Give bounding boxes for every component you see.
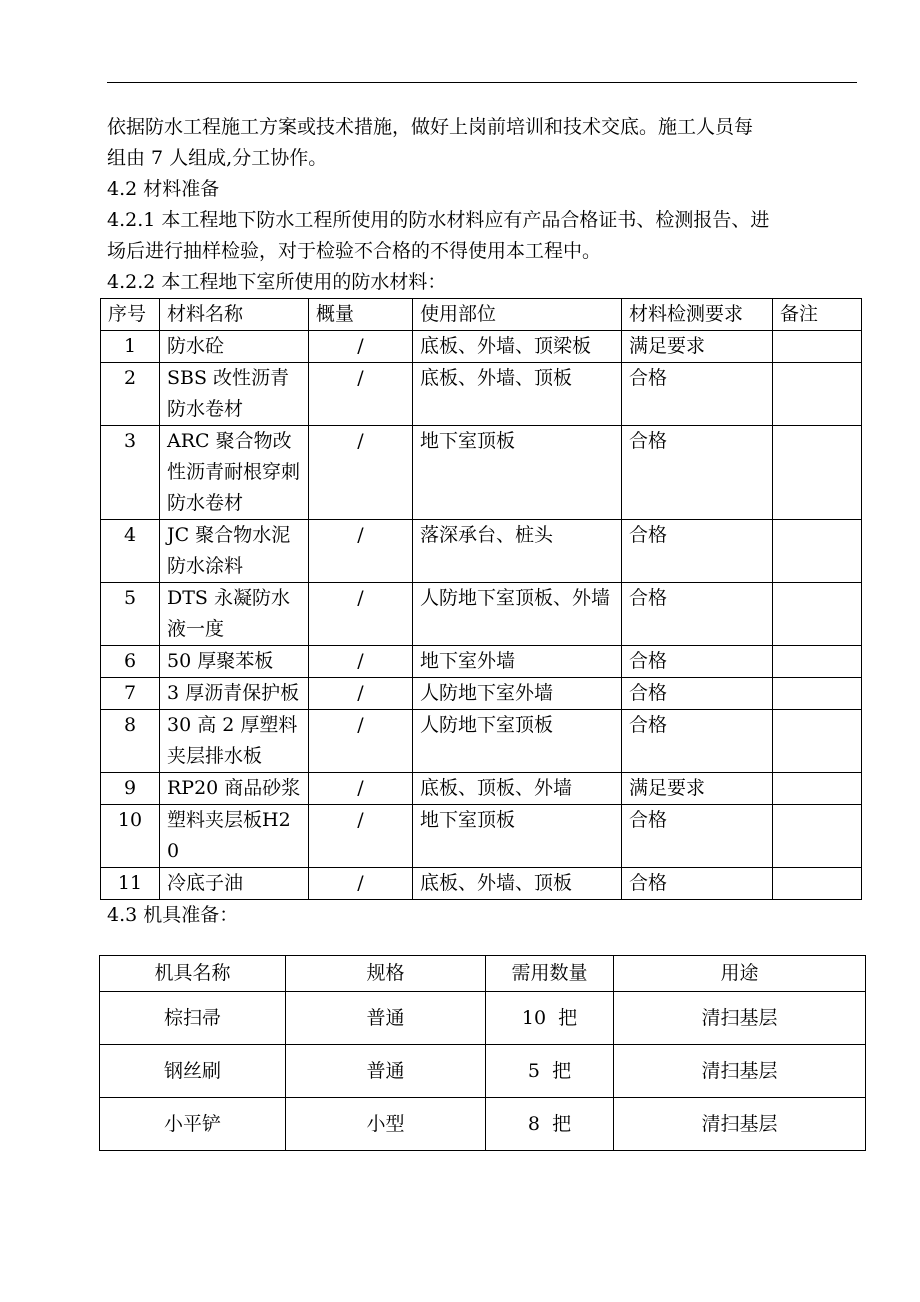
paragraph-4-2-2: 4.2.2 本工程地下室所使用的防水材料： bbox=[107, 271, 447, 293]
row-note bbox=[773, 773, 862, 805]
row-qty: / bbox=[309, 868, 413, 900]
header-qty: 概量 bbox=[309, 299, 413, 331]
table-row bbox=[101, 646, 862, 678]
materials-table bbox=[100, 298, 862, 900]
row-location: 地下室顶板 bbox=[413, 805, 622, 868]
row-note bbox=[773, 520, 862, 583]
row-requirement: 合格 bbox=[622, 805, 773, 868]
row-requirement: 合格 bbox=[622, 678, 773, 710]
row-qty: / bbox=[309, 426, 413, 520]
row-requirement: 合格 bbox=[622, 646, 773, 678]
row-location: 地下室顶板 bbox=[413, 426, 622, 520]
row-note bbox=[773, 868, 862, 900]
tool-name: 小平铲 bbox=[100, 1098, 286, 1151]
row-requirement: 合格 bbox=[622, 868, 773, 900]
row-note bbox=[773, 710, 862, 773]
tool-name: 棕扫帚 bbox=[100, 992, 286, 1045]
tool-quantity: 10 把 bbox=[486, 992, 614, 1045]
row-location: 底板、外墙、顶板 bbox=[413, 363, 622, 426]
table-row bbox=[101, 805, 862, 868]
row-no: 2 bbox=[101, 363, 160, 426]
row-no: 10 bbox=[101, 805, 160, 868]
row-name: 冷底子油 bbox=[160, 868, 309, 900]
row-name: JC 聚合物水泥防水涂料 bbox=[160, 520, 309, 583]
table-row bbox=[101, 426, 862, 520]
row-qty: / bbox=[309, 678, 413, 710]
table-row bbox=[101, 678, 862, 710]
row-note bbox=[773, 331, 862, 363]
row-note bbox=[773, 805, 862, 868]
tools-table bbox=[99, 955, 866, 1151]
table-row bbox=[101, 868, 862, 900]
row-no: 4 bbox=[101, 520, 160, 583]
row-location: 底板、顶板、外墙 bbox=[413, 773, 622, 805]
header-name: 材料名称 bbox=[160, 299, 309, 331]
table-row bbox=[101, 710, 862, 773]
row-qty: / bbox=[309, 520, 413, 583]
row-no: 7 bbox=[101, 678, 160, 710]
row-qty: / bbox=[309, 773, 413, 805]
header-location: 使用部位 bbox=[413, 299, 622, 331]
row-name: 塑料夹层板H20 bbox=[160, 805, 309, 868]
row-note bbox=[773, 678, 862, 710]
header-quantity: 需用数量 bbox=[486, 956, 614, 992]
row-note bbox=[773, 363, 862, 426]
section-heading-4-2: 4.2 材料准备 bbox=[107, 178, 220, 200]
row-qty: / bbox=[309, 646, 413, 678]
row-requirement: 合格 bbox=[622, 363, 773, 426]
row-requirement: 合格 bbox=[622, 426, 773, 520]
row-location: 人防地下室顶板 bbox=[413, 710, 622, 773]
row-qty: / bbox=[309, 710, 413, 773]
table-row bbox=[100, 992, 866, 1045]
row-location: 人防地下室外墙 bbox=[413, 678, 622, 710]
intro-line-2: 组由 7 人组成,分工协作。 bbox=[107, 147, 328, 169]
row-name: 防水砼 bbox=[160, 331, 309, 363]
table-row bbox=[101, 773, 862, 805]
row-requirement: 合格 bbox=[622, 520, 773, 583]
row-qty: / bbox=[309, 805, 413, 868]
materials-header-row bbox=[101, 299, 862, 331]
tool-spec: 普通 bbox=[286, 992, 486, 1045]
header-spec: 规格 bbox=[286, 956, 486, 992]
row-no: 8 bbox=[101, 710, 160, 773]
row-note bbox=[773, 646, 862, 678]
row-note bbox=[773, 583, 862, 646]
header-use: 用途 bbox=[614, 956, 866, 992]
paragraph-4-2-1-line-1: 4.2.1 本工程地下防水工程所使用的防水材料应有产品合格证书、检测报告、进 bbox=[107, 209, 770, 231]
row-requirement: 合格 bbox=[622, 583, 773, 646]
header-no: 序号 bbox=[101, 299, 160, 331]
row-name: 3 厚沥青保护板 bbox=[160, 678, 309, 710]
row-location: 底板、外墙、顶板 bbox=[413, 868, 622, 900]
row-requirement: 合格 bbox=[622, 710, 773, 773]
paragraph-4-2-1-line-2: 场后进行抽样检验，对于检验不合格的不得使用本工程中。 bbox=[107, 240, 602, 262]
tool-quantity: 8 把 bbox=[486, 1098, 614, 1151]
row-no: 9 bbox=[101, 773, 160, 805]
row-name: 50 厚聚苯板 bbox=[160, 646, 309, 678]
table-row bbox=[101, 583, 862, 646]
header-tool-name: 机具名称 bbox=[100, 956, 286, 992]
row-name: SBS 改性沥青防水卷材 bbox=[160, 363, 309, 426]
row-requirement: 满足要求 bbox=[622, 331, 773, 363]
header-note: 备注 bbox=[773, 299, 862, 331]
document-body bbox=[107, 112, 857, 931]
table-row bbox=[101, 520, 862, 583]
section-heading-4-3: 4.3 机具准备： bbox=[107, 904, 239, 926]
tool-use: 清扫基层 bbox=[614, 1098, 866, 1151]
intro-line-1: 依据防水工程施工方案或技术措施，做好上岗前培训和技术交底。施工人员每 bbox=[107, 116, 754, 138]
tool-spec: 普通 bbox=[286, 1045, 486, 1098]
tools-header-row bbox=[100, 956, 866, 992]
row-location: 地下室外墙 bbox=[413, 646, 622, 678]
row-name: DTS 永凝防水液一度 bbox=[160, 583, 309, 646]
tool-use: 清扫基层 bbox=[614, 1045, 866, 1098]
row-name: ARC 聚合物改性沥青耐根穿刺防水卷材 bbox=[160, 426, 309, 520]
tool-quantity: 5 把 bbox=[486, 1045, 614, 1098]
row-qty: / bbox=[309, 363, 413, 426]
tool-spec: 小型 bbox=[286, 1098, 486, 1151]
row-location: 底板、外墙、顶梁板 bbox=[413, 331, 622, 363]
table-row bbox=[101, 363, 862, 426]
table-row bbox=[101, 331, 862, 363]
tool-use: 清扫基层 bbox=[614, 992, 866, 1045]
table-row bbox=[100, 1098, 866, 1151]
header-requirement: 材料检测要求 bbox=[622, 299, 773, 331]
row-no: 5 bbox=[101, 583, 160, 646]
row-location: 人防地下室顶板、外墙 bbox=[413, 583, 622, 646]
row-name: RP20 商品砂浆 bbox=[160, 773, 309, 805]
row-no: 3 bbox=[101, 426, 160, 520]
row-no: 1 bbox=[101, 331, 160, 363]
row-location: 落深承台、桩头 bbox=[413, 520, 622, 583]
row-name: 30 高 2 厚塑料夹层排水板 bbox=[160, 710, 309, 773]
row-qty: / bbox=[309, 331, 413, 363]
row-no: 6 bbox=[101, 646, 160, 678]
tool-name: 钢丝刷 bbox=[100, 1045, 286, 1098]
table-row bbox=[100, 1045, 866, 1098]
row-no: 11 bbox=[101, 868, 160, 900]
row-qty: / bbox=[309, 583, 413, 646]
row-requirement: 满足要求 bbox=[622, 773, 773, 805]
row-note bbox=[773, 426, 862, 520]
header-rule bbox=[107, 82, 857, 83]
